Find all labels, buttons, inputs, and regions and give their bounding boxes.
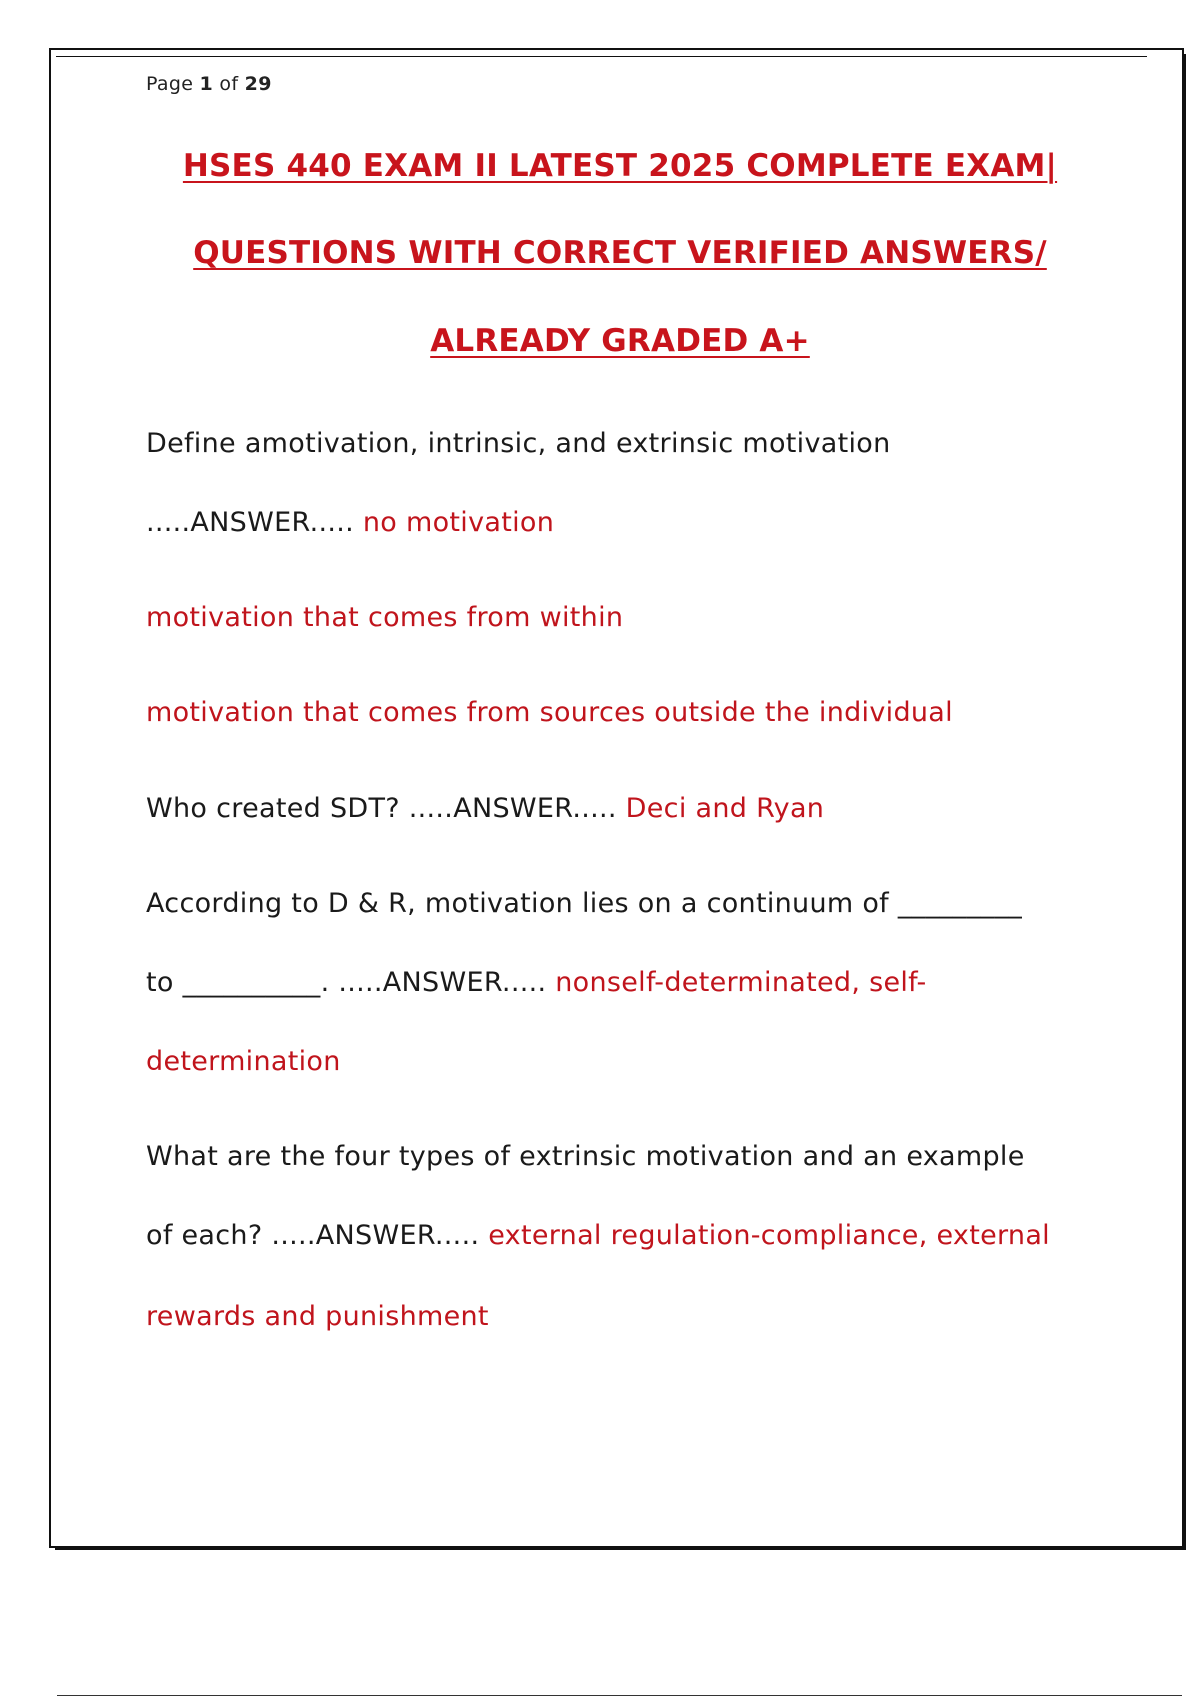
page-prefix: Page xyxy=(146,73,200,95)
answer-marker: .....ANSWER..... xyxy=(338,967,547,998)
page-number xyxy=(146,73,272,95)
answer-marker: .....ANSWER..... xyxy=(146,507,354,538)
border-shadow-bottom xyxy=(55,1548,1186,1550)
answer-text: Deci and Ryan xyxy=(625,793,825,824)
document-title-line-3: ALREADY GRADED A+ xyxy=(430,323,810,359)
document-title-line-1: HSES 440 EXAM II LATEST 2025 COMPLETE EXAM| xyxy=(182,148,1058,184)
question-3-line-1: According to D & R, motivation lies on a continuum of _________ xyxy=(146,888,1023,919)
question-text: of each? xyxy=(146,1220,272,1251)
question-text: to __________. xyxy=(146,967,339,998)
page-separator: of xyxy=(213,73,245,95)
answer-text: nonself-determinated, self- xyxy=(555,967,927,998)
answer-marker: .....ANSWER..... xyxy=(271,1220,480,1251)
answer-1-line-1 xyxy=(146,507,554,538)
answer-4-line-2: rewards and punishment xyxy=(146,1301,489,1332)
answer-marker: .....ANSWER..... xyxy=(408,793,617,824)
header-rule xyxy=(56,56,1147,57)
question-2 xyxy=(146,793,824,824)
answer-text: external regulation-compliance, external xyxy=(488,1220,1050,1251)
answer-1-line-2: motivation that comes from within xyxy=(146,602,624,633)
question-3-line-2 xyxy=(146,967,927,998)
question-text: Who created SDT? xyxy=(146,793,409,824)
document-title-line-2: QUESTIONS WITH CORRECT VERIFIED ANSWERS/ xyxy=(193,235,1047,271)
question-4-line-1: What are the four types of extrinsic motivation and an example xyxy=(146,1141,1025,1172)
answer-text: no motivation xyxy=(362,507,555,538)
footer-rule xyxy=(57,1695,1182,1696)
border-shadow-right xyxy=(1184,54,1186,1550)
question-4-line-2 xyxy=(146,1220,1050,1251)
page-current: 1 xyxy=(199,73,214,95)
answer-3-line-2: determination xyxy=(146,1046,341,1077)
answer-1-line-3: motivation that comes from sources outside the individual xyxy=(146,697,953,728)
question-1: Define amotivation, intrinsic, and extrinsic motivation xyxy=(146,428,891,459)
page-total: 29 xyxy=(244,73,272,95)
